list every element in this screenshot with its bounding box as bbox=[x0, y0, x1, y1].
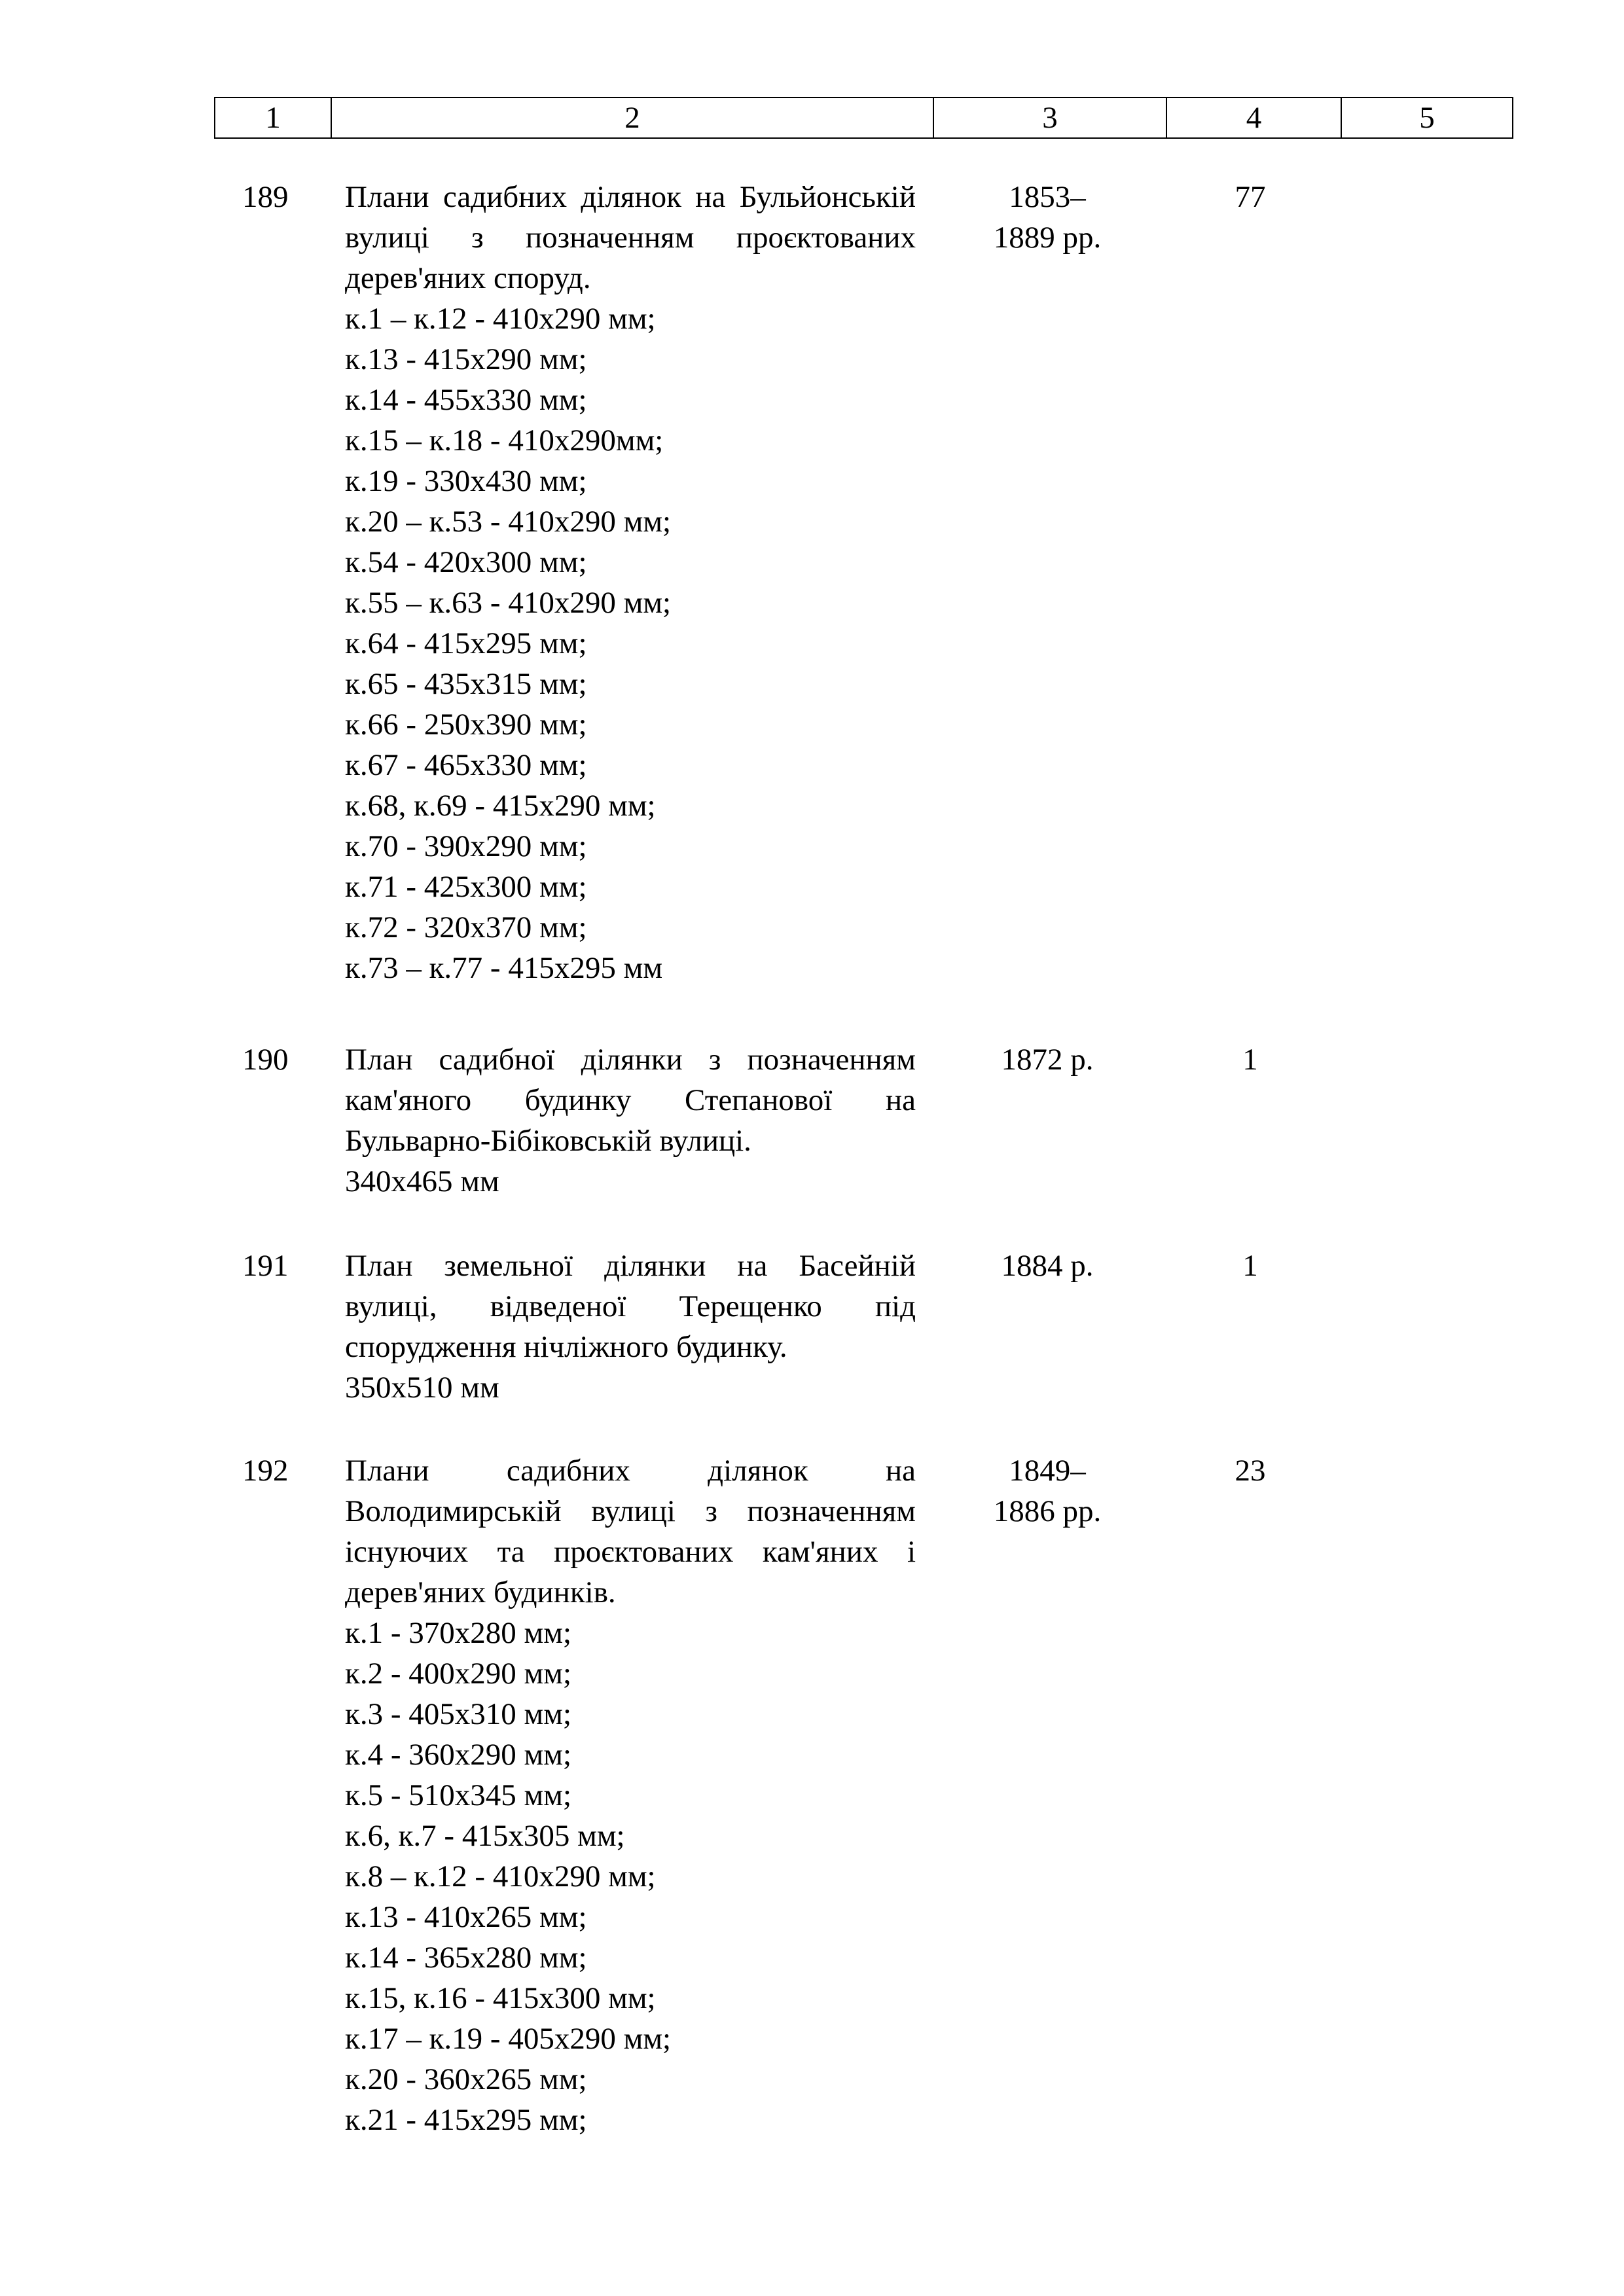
entry-dates bbox=[962, 1450, 1132, 1532]
sheet-dimensions: к.17 – к.19 - 405х290 мм; bbox=[345, 2022, 672, 2056]
sheet-dimensions: к.68, к.69 - 415х290 мм; bbox=[345, 789, 656, 823]
sheet-dimensions: к.8 – к.12 - 410х290 мм; bbox=[345, 1859, 656, 1893]
entry-dates bbox=[962, 177, 1132, 258]
sheet-dimensions: к.67 - 465х330 мм; bbox=[345, 748, 587, 782]
sheet-dimensions: к.15, к.16 - 415х300 мм; bbox=[345, 1981, 656, 2015]
entry-title: План садибної ділянки з позначенням кам'яного будинку Степанової на Бульварно-Бібіковській вулиці. bbox=[345, 1043, 916, 1158]
column-header-1: 1 bbox=[215, 98, 331, 138]
sheet-dimensions: к.2 - 400х290 мм; bbox=[345, 1657, 572, 1691]
entry-title: Плани садибних ділянок на Володимирській вулиці з позначенням існуючих та проєктованих кам'яних і дерев'яних будинків. bbox=[345, 1454, 916, 1609]
column-header-4: 4 bbox=[1166, 98, 1341, 138]
entry-number: 190 bbox=[242, 1043, 289, 1077]
sheet-dimensions: к.20 – к.53 - 410х290 мм; bbox=[345, 505, 672, 539]
sheet-dimensions: к.71 - 425х300 мм; bbox=[345, 870, 587, 904]
sheet-dimensions: к.6, к.7 - 415х305 мм; bbox=[345, 1819, 625, 1853]
entry-number: 192 bbox=[242, 1454, 289, 1488]
entry-sheet-count: 1 bbox=[1242, 1249, 1258, 1283]
sheet-dimensions: к.4 - 360х290 мм; bbox=[345, 1738, 572, 1772]
sheet-dimensions: к.14 - 365х280 мм; bbox=[345, 1941, 587, 1975]
entry-description bbox=[345, 177, 916, 988]
entry-number: 191 bbox=[242, 1249, 289, 1283]
entry-date-line: 1886 рр. bbox=[993, 1494, 1102, 1528]
entry-description bbox=[345, 1450, 916, 2140]
sheet-dimensions: к.19 - 330х430 мм; bbox=[345, 464, 587, 498]
column-header-2: 2 bbox=[331, 98, 933, 138]
sheet-dimensions: к.13 - 415х290 мм; bbox=[345, 342, 587, 376]
sheet-dimensions: к.5 - 510х345 мм; bbox=[345, 1778, 572, 1812]
entry-sheet-count: 23 bbox=[1235, 1454, 1266, 1488]
sheet-dimensions: к.70 - 390х290 мм; bbox=[345, 829, 587, 863]
sheet-dimensions: к.20 - 360х265 мм; bbox=[345, 2062, 587, 2096]
sheet-dimensions: к.1 - 370х280 мм; bbox=[345, 1616, 572, 1650]
entry-sheet-count: 77 bbox=[1235, 180, 1266, 214]
sheet-dimensions: к.1 – к.12 - 410х290 мм; bbox=[345, 302, 656, 336]
sheet-dimensions: 350х510 мм bbox=[345, 1371, 499, 1405]
sheet-dimensions: к.64 - 415х295 мм; bbox=[345, 626, 587, 660]
sheet-dimensions: к.14 - 455х330 мм; bbox=[345, 383, 587, 417]
entry-description bbox=[345, 1039, 916, 1202]
sheet-dimensions: к.73 – к.77 - 415х295 мм bbox=[345, 951, 663, 985]
entry-dates bbox=[962, 1039, 1132, 1080]
column-header-row bbox=[215, 98, 1513, 138]
sheet-dimensions: 340х465 мм bbox=[345, 1164, 499, 1198]
entry-title: План земельної ділянки на Басейній вулиці, відведеної Терещенко під спорудження нічліжного будинку. bbox=[345, 1249, 916, 1364]
entry-date-line: 1872 р. bbox=[1001, 1043, 1094, 1077]
entry-dates bbox=[962, 1246, 1132, 1286]
sheet-dimensions: к.21 - 415х295 мм; bbox=[345, 2103, 587, 2137]
sheet-dimensions: к.3 - 405х310 мм; bbox=[345, 1697, 572, 1731]
entry-sheet-count: 1 bbox=[1242, 1043, 1258, 1077]
entry-title: Плани садибних ділянок на Бульйонській вулиці з позначенням проєктованих дерев'яних споруд. bbox=[345, 180, 916, 295]
sheet-dimensions: к.55 – к.63 - 410х290 мм; bbox=[345, 586, 672, 620]
sheet-dimensions: к.54 - 420х300 мм; bbox=[345, 545, 587, 579]
entry-date-line: 1884 р. bbox=[1001, 1249, 1094, 1283]
column-header-table bbox=[214, 97, 1513, 139]
sheet-dimensions: к.65 - 435х315 мм; bbox=[345, 667, 587, 701]
entry-description bbox=[345, 1246, 916, 1408]
column-header-5: 5 bbox=[1341, 98, 1513, 138]
column-header-3: 3 bbox=[933, 98, 1166, 138]
entry-number: 189 bbox=[242, 180, 289, 214]
entry-date-line: 1889 рр. bbox=[993, 221, 1102, 255]
sheet-dimensions: к.15 – к.18 - 410х290мм; bbox=[345, 423, 664, 457]
entry-date-line: 1853– bbox=[1009, 180, 1086, 214]
entry-date-line: 1849– bbox=[1009, 1454, 1086, 1488]
sheet-dimensions: к.66 - 250х390 мм; bbox=[345, 708, 587, 742]
sheet-dimensions: к.13 - 410х265 мм; bbox=[345, 1900, 587, 1934]
sheet-dimensions: к.72 - 320х370 мм; bbox=[345, 910, 587, 944]
